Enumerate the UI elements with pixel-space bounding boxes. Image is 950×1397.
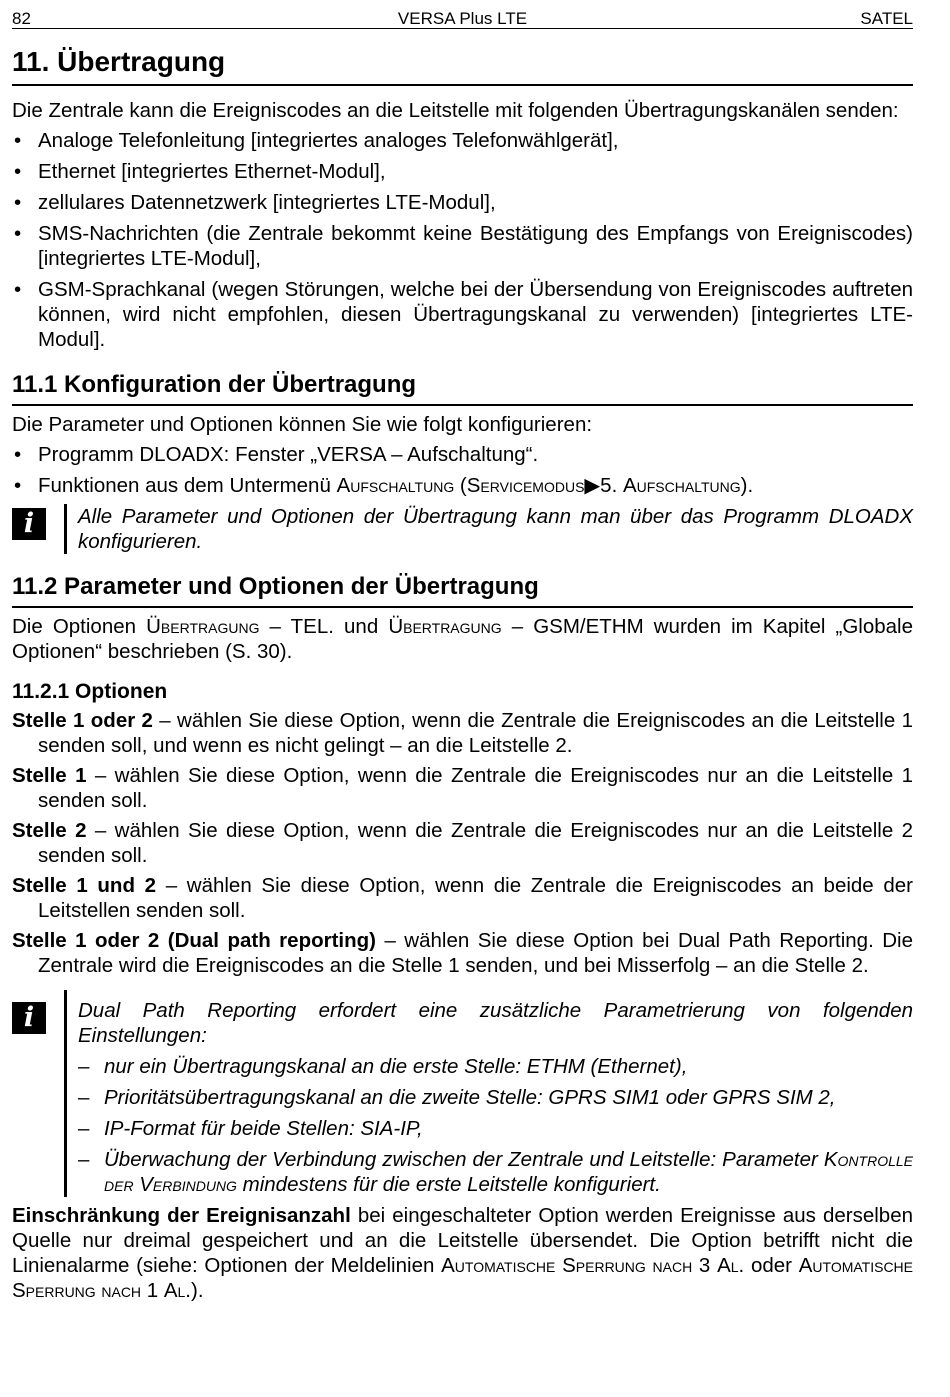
option-item: Stelle 1 oder 2 (Dual path reporting) – wählen Sie diese Option bei Dual Path Reporting. Die Zentrale wird die Ereigniscodes an die Stelle 1 senden, und bei Misserfolg – an die Stelle 2. (12, 929, 913, 977)
list-item: • SMS-Nachrichten (die Zentrale bekommt keine Bestätigung des Empfangs von Ereigniscodes) [integriertes LTE-Modul], (12, 221, 913, 271)
subsection-title-config: 11.1 Konfiguration der Übertragung (12, 370, 913, 406)
option-item: Stelle 1 und 2 – wählen Sie diese Option, wenn die Zentrale die Ereigniscodes an beide der Leitstellen senden soll. (12, 874, 913, 922)
note-text: Dual Path Reporting erfordert eine zusätzliche Parametrierung von folgenden Einstellungen: (78, 999, 913, 1047)
note-divider (64, 990, 67, 1197)
brand-name: SATEL (860, 9, 913, 28)
list-item: • Ethernet [integriertes Ethernet-Modul], (12, 159, 913, 184)
note-text: Alle Parameter und Optionen der Übertragung kann man über das Programm DLOADX konfigurieren. (78, 505, 913, 553)
option-item: Stelle 2 – wählen Sie diese Option, wenn die Zentrale die Ereigniscodes nur an die Leitstelle 2 senden soll. (12, 819, 913, 867)
list-item: • Analoge Telefonleitung [integriertes analoges Telefonwählgerät], (12, 128, 913, 153)
section-title: 11. Übertragung (12, 45, 913, 86)
document-page (12, 0, 913, 1303)
info-note (12, 504, 913, 554)
event-limit-paragraph: Einschränkung der Ereignisanzahl bei eingeschalteter Option werden Ereignisse aus derselben Quelle nur dreimal gespeichert und an die Leitstelle übersendet. Die Option betrifft nicht die Linienalarme (siehe: Optionen der Meldelinien Automatische Sperrung nach 3 Al. oder Automatische Sperrung nach 1 Al.). (12, 1204, 914, 1302)
option-item: Stelle 1 – wählen Sie diese Option, wenn die Zentrale die Ereigniscodes nur an die Leitstelle 1 senden soll. (12, 764, 913, 812)
info-note-dual-path (12, 990, 913, 1197)
info-icon: i (12, 1002, 46, 1034)
page-header (12, 0, 913, 29)
note-divider (64, 504, 67, 554)
config-list (12, 442, 913, 498)
dual-path-list (78, 1054, 913, 1197)
document-title: VERSA Plus LTE (397, 9, 528, 28)
channel-list (12, 128, 913, 352)
list-item: – IP-Format für beide Stellen: SIA-IP, (78, 1116, 913, 1141)
triangle-right-icon: ▶ (584, 474, 601, 497)
config-intro: Die Parameter und Optionen können Sie wie folgt konfigurieren: (12, 413, 593, 436)
subsection-title-parameters: 11.2 Parameter und Optionen der Übertragung (12, 572, 913, 608)
list-item: – Prioritätsübertragungskanal an die zweite Stelle: GPRS SIM1 oder GPRS SIM 2, (78, 1085, 913, 1110)
info-icon: i (12, 508, 46, 540)
list-item: • Programm DLOADX: Fenster „VERSA – Aufschaltung“. (12, 442, 913, 467)
option-item: Stelle 1 oder 2 – wählen Sie diese Option, wenn die Zentrale die Ereigniscodes an die Leitstelle 1 senden soll, und wenn es nicht gelingt – an die Leitstelle 2. (12, 709, 913, 757)
list-item: – nur ein Übertragungskanal an die erste Stelle: ETHM (Ethernet), (78, 1054, 913, 1079)
parameters-text: Die Optionen Übertragung – TEL. und Übertragung – GSM/ETHM wurden im Kapitel „Globale Optionen“ beschrieben (S. 30). (12, 615, 914, 663)
list-item: – Überwachung der Verbindung zwischen der Zentrale und Leitstelle: Parameter Kontrolle der Verbindung mindestens für die erste Leitstelle konfiguriert. (78, 1147, 913, 1197)
list-item: • zellulares Datennetzwerk [integriertes LTE-Modul], (12, 190, 913, 215)
list-item: • Funktionen aus dem Untermenü Aufschaltung (Servicemodus▶5. Aufschaltung). (12, 473, 913, 498)
page-number: 82 (12, 9, 31, 28)
subsubsection-title-options: 11.2.1 Optionen (12, 680, 168, 703)
section-intro: Die Zentrale kann die Ereigniscodes an die Leitstelle mit folgenden Übertragungskanälen senden: (12, 99, 899, 122)
list-item: • GSM-Sprachkanal (wegen Störungen, welche bei der Übersendung von Ereigniscodes auftreten können, wird nicht empfohlen, diesen Übertragungskanal zu verwenden) [integriertes LTE-Modul]. (12, 277, 913, 352)
